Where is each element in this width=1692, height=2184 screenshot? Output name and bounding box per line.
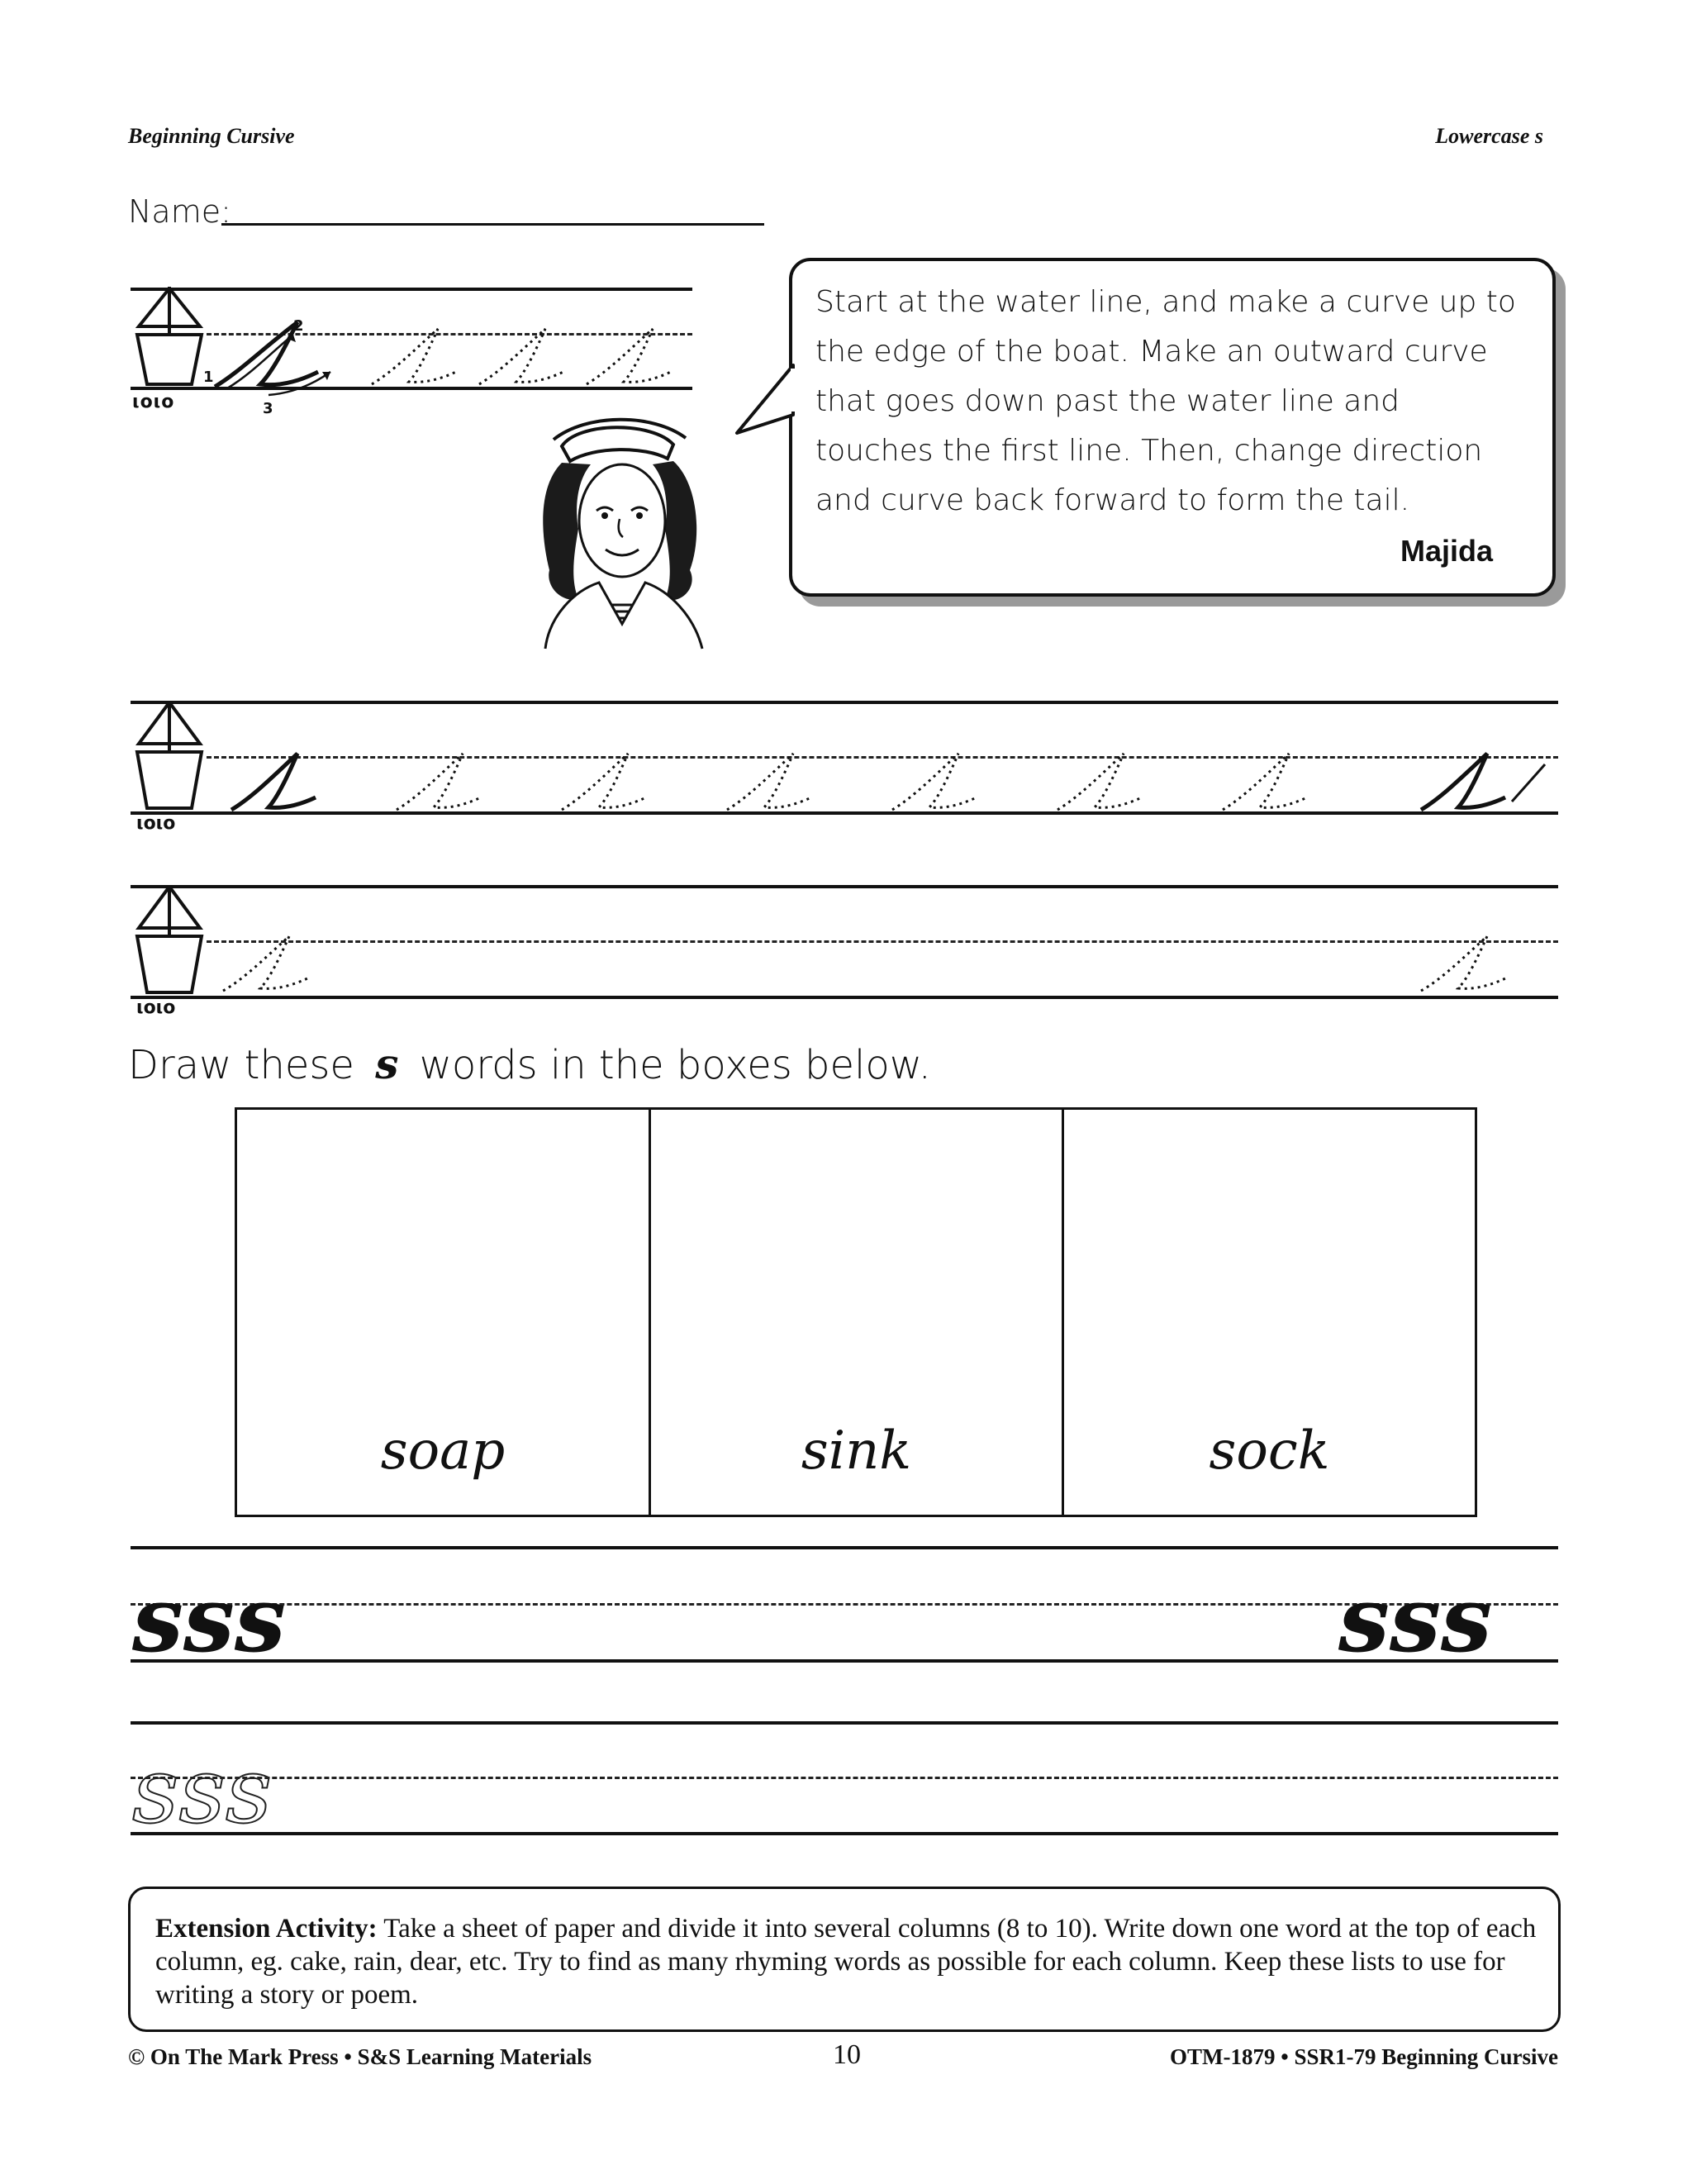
name-line[interactable] bbox=[221, 223, 764, 226]
draw-instruction-after: words in the boxes below. bbox=[419, 1042, 931, 1088]
header-left: Beginning Cursive bbox=[128, 124, 295, 148]
practice-row3-left: sss bbox=[132, 1566, 286, 1672]
word-box-2-word: sink bbox=[801, 1420, 912, 1482]
demo-letter-s-strokes bbox=[207, 314, 347, 405]
boat-label-row1: ιοιο bbox=[136, 813, 176, 834]
word-box-3-word: sock bbox=[1209, 1420, 1330, 1482]
extension-label: Extension Activity: bbox=[155, 1914, 378, 1944]
practice-row3-right: sss bbox=[1338, 1566, 1492, 1672]
instruction-text: Start at the water line, and make a curve up to the edge of the boat. Make an outward curve that goes down past the water line and touches the first line. Then, change direction and curve back forward to form the tail. bbox=[815, 285, 1516, 517]
practice-row1-top-line bbox=[131, 701, 1558, 704]
word-box-1[interactable] bbox=[235, 1107, 651, 1517]
boat-icon bbox=[132, 285, 207, 388]
demo-trace-letters bbox=[364, 322, 694, 397]
name-label: Name: bbox=[128, 193, 231, 230]
word-box-3[interactable] bbox=[1062, 1107, 1477, 1517]
draw-instruction bbox=[128, 1040, 931, 1088]
practice-row3-top-line bbox=[131, 1546, 1558, 1549]
sailor-girl-illustration bbox=[529, 413, 727, 649]
stroke-number-3: 3 bbox=[263, 400, 273, 417]
draw-instruction-before: Draw these bbox=[128, 1042, 354, 1088]
footer-left: © On The Mark Press • S&S Learning Materials bbox=[128, 2044, 592, 2069]
bubble-tail bbox=[735, 364, 797, 438]
practice-row2-top-line bbox=[131, 885, 1558, 888]
practice-row1-letters bbox=[223, 744, 1558, 818]
word-box-2[interactable] bbox=[649, 1107, 1064, 1517]
word-box-1-word: soap bbox=[380, 1420, 506, 1482]
footer-page-number: 10 bbox=[833, 2039, 861, 2070]
practice-row2-letters bbox=[215, 930, 1558, 996]
extension-activity-content bbox=[155, 1912, 1552, 2011]
stroke-number-1: 1 bbox=[203, 369, 214, 386]
practice-row4-left: sss bbox=[132, 1738, 273, 1844]
practice-row4-base-line bbox=[131, 1832, 1558, 1835]
practice-row4-top-line bbox=[131, 1721, 1558, 1725]
boat-icon-row1 bbox=[132, 699, 207, 811]
instruction-bubble bbox=[789, 258, 1556, 597]
boat-label-row2: ιοιο bbox=[136, 997, 176, 1018]
practice-row2-base-line bbox=[131, 996, 1558, 999]
demo-row-top-line bbox=[131, 288, 692, 291]
extension-text: Take a sheet of paper and divide it into several columns (8 to 10). Write down one word at the top of each column, eg. cake, rain, dear, etc. Try to find as many rhyming words as possible for each column. Keep these lists to use for writing a story or poem. bbox=[155, 1914, 1537, 2010]
bubble-signature: Majida bbox=[1400, 534, 1493, 568]
header-right: Lowercase s bbox=[1435, 124, 1543, 148]
boat-icon-row2 bbox=[132, 883, 207, 995]
practice-row4-mid-line bbox=[131, 1777, 1558, 1779]
draw-instruction-letter: s bbox=[375, 1040, 399, 1088]
footer-right: OTM-1879 • SSR1-79 Beginning Cursive bbox=[1170, 2044, 1558, 2069]
stroke-number-2: 2 bbox=[293, 317, 304, 335]
boat-label: ιοιο bbox=[132, 392, 175, 412]
extension-activity-box bbox=[128, 1887, 1561, 2032]
